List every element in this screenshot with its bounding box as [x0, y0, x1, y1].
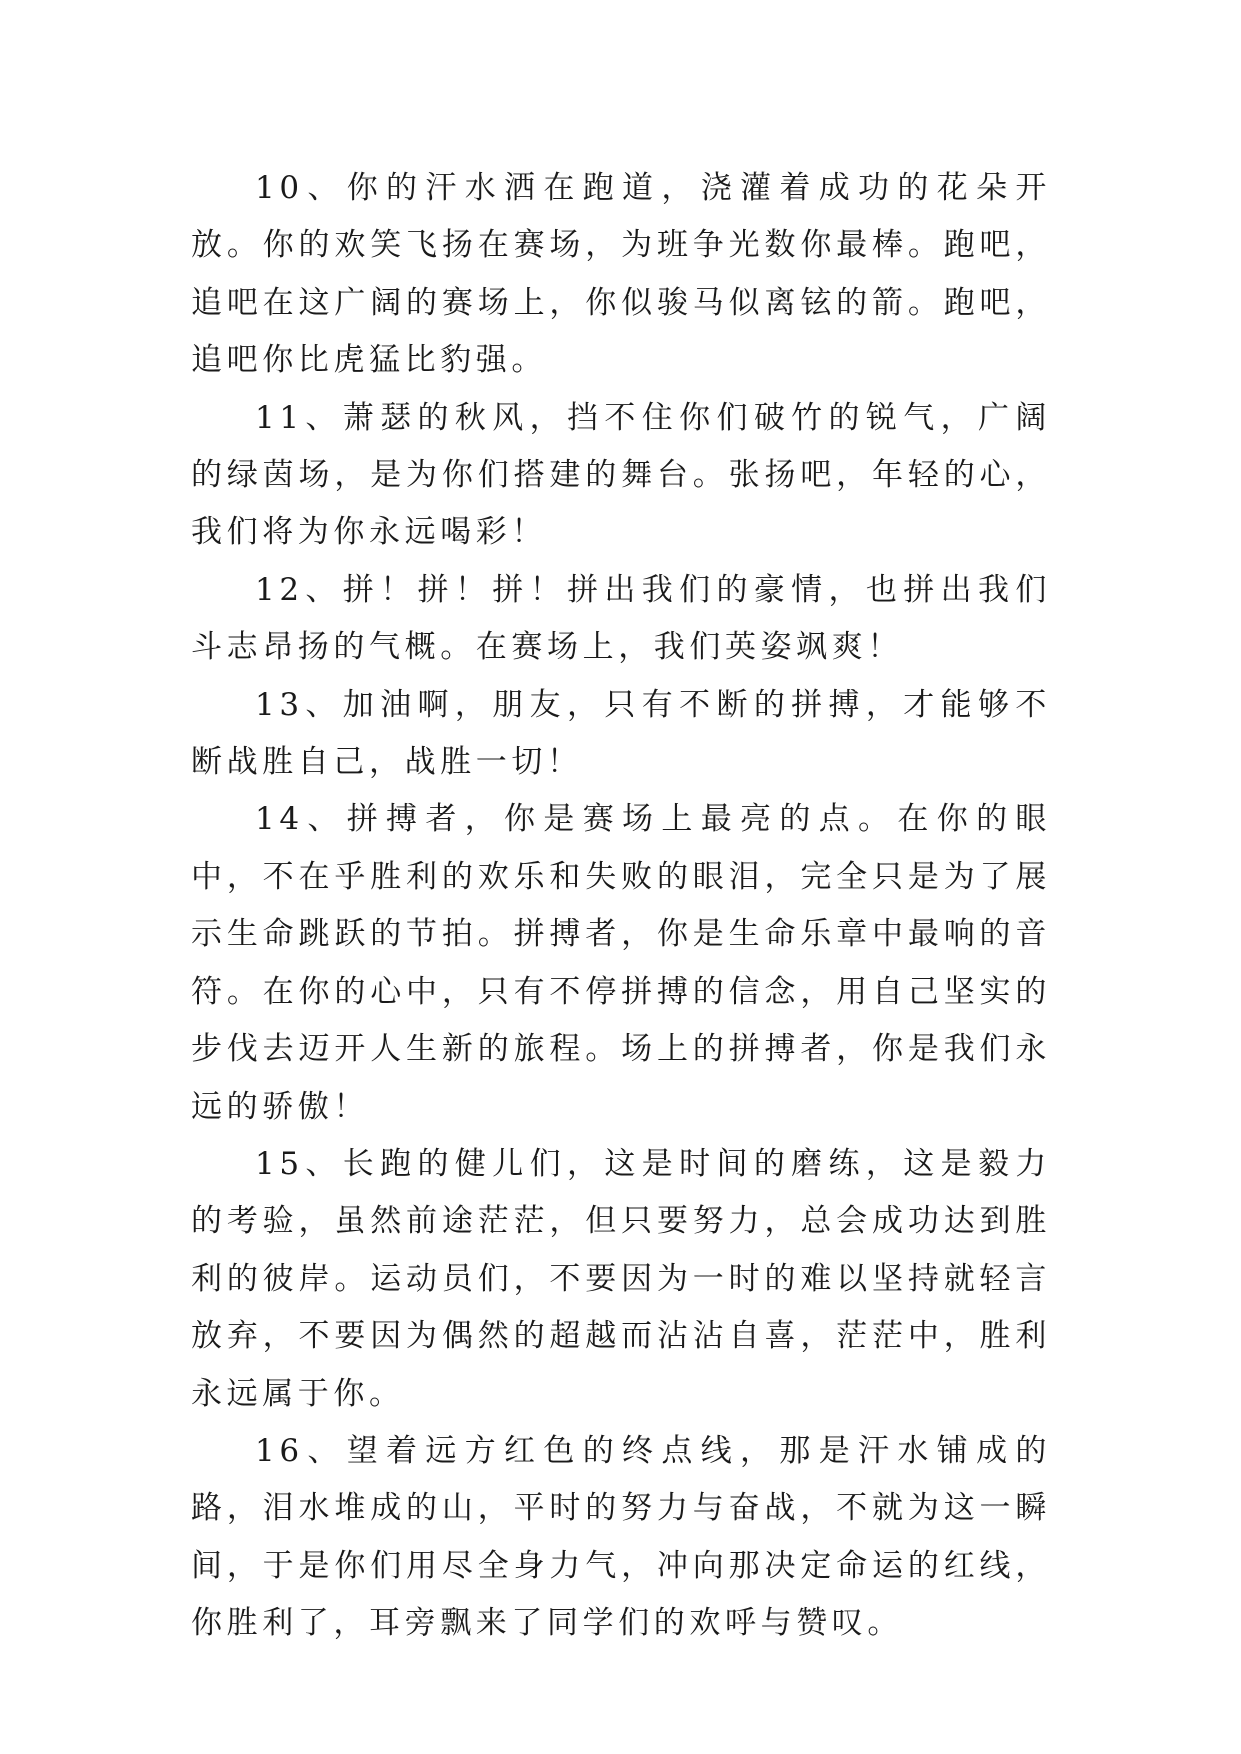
paragraph-12: 12、拼！拼！拼！拼出我们的豪情，也拼出我们斗志昂扬的气概。在赛场上，我们英姿飒爽！ [191, 571, 1051, 666]
paragraph-11: 11、萧瑟的秋风，挡不住你们破竹的锐气，广阔的绿茵场，是为你们搭建的舞台。张扬吧，年轻的心，我们将为你永远喝彩！ [191, 399, 1051, 551]
paragraph-16: 16、望着远方红色的终点线，那是汗水铺成的路，泪水堆成的山，平时的努力与奋战，不就为这一瞬间，于是你们用尽全身力气，冲向那决定命运的红线，你胜利了，耳旁飘来了同学们的欢呼与赞叹。 [191, 1432, 1051, 1642]
paragraph-15: 15、长跑的健儿们，这是时间的磨练，这是毅力的考验，虽然前途茫茫，但只要努力，总会成功达到胜利的彼岸。运动员们，不要因为一时的难以坚持就轻言放弃，不要因为偶然的超越而沾沾自喜，茫茫中，胜利永远属于你。 [191, 1145, 1051, 1412]
paragraph-14: 14、拼搏者，你是赛场上最亮的点。在你的眼中，不在乎胜利的欢乐和失败的眼泪，完全只是为了展示生命跳跃的节拍。拼搏者，你是生命乐章中最响的音符。在你的心中，只有不停拼搏的信念，用自己坚实的步伐去迈开人生新的旅程。场上的拼搏者，你是我们永远的骄傲！ [191, 801, 1051, 1125]
paragraph-13: 13、加油啊，朋友，只有不断的拼搏，才能够不断战胜自己，战胜一切！ [191, 686, 1051, 781]
paragraph-10: 10、你的汗水洒在跑道，浇灌着成功的花朵开放。你的欢笑飞扬在赛场，为班争光数你最棒。跑吧，追吧在这广阔的赛场上，你似骏马似离铉的箭。跑吧，追吧你比虎猛比豹强。 [191, 170, 1051, 379]
document-body [191, 160, 1051, 1653]
